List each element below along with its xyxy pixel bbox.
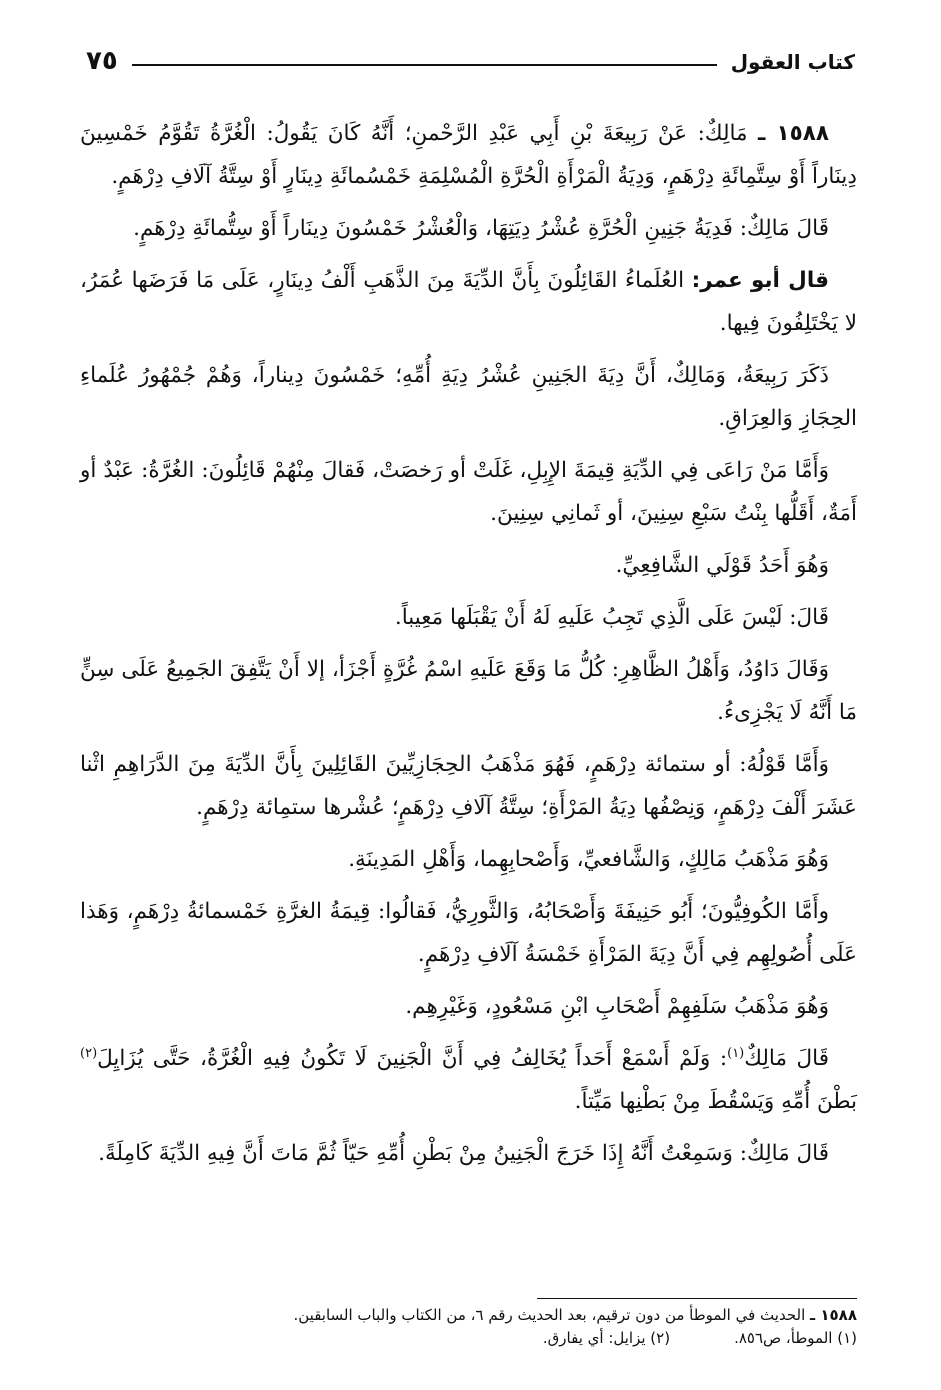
paragraph-text: قَالَ مَالِكٌ: وَسَمِعْتُ أَنَّهُ إِذَا خَرَجَ الْجَنِينُ مِنْ بَطْنِ أُمِّهِ حَيّاً ثُمَّ مَاتَ أَنَّ فِيهِ الدِّيَةَ كَامِلَةً. xyxy=(98,1141,829,1166)
paragraph xyxy=(80,1132,857,1175)
hadith-number: ١٥٨٨ ـ xyxy=(758,121,829,146)
paragraph xyxy=(80,354,857,440)
header-rule xyxy=(132,64,717,66)
paragraph xyxy=(80,985,857,1028)
paragraph-with-footnotes xyxy=(80,1037,857,1123)
footnote-row xyxy=(80,1327,857,1350)
paragraph-text: وَأَمَّا مَنْ رَاعَى فِي الدِّيَةِ قِيمَةَ الإِبِلِ، غَلَتْ أو رَخصَتْ، فَقالَ مِنْهُمْ قَائِلُونَ: الغُرَّةُ: عَبْدٌ أو أَمَةٌ، أَقَلُّها بِنْتُ سَبْعِ سِنِينَ، أو ثَمانِي سِنِينَ. xyxy=(80,458,857,526)
paragraph-text: قَالَ: لَيْسَ عَلَى الَّذِي تَجِبُ عَلَيهِ لَهُ أَنْ يَقْبَلَها مَعِيباً. xyxy=(394,605,829,630)
paragraph xyxy=(80,648,857,734)
paragraph-text: ذَكَرَ رَبِيعَةُ، وَمَالِكٌ، أَنَّ دِيَةَ الجَنِينِ عُشْرُ دِيَةِ أُمِّهِ؛ خَمْسُونَ دِيناراً، وَهُمْ جُمْهُورُ عُلَماءِ الحِجَازِ وَالعِرَاقِ. xyxy=(80,363,857,431)
speaker-label: قال أبو عمر: xyxy=(691,268,829,293)
paragraph-abu-umar xyxy=(80,259,857,345)
footnote-ref-1[interactable]: (١) xyxy=(727,1045,745,1061)
paragraph-text: وَهُوَ مَذْهَبُ سَلَفِهِمْ أَصْحَابِ ابْنِ مَسْعُودٍ، وَغَيْرِهِم. xyxy=(405,994,829,1019)
paragraph-hadith-1588 xyxy=(80,112,857,198)
paragraph-text: العُلَماءُ القَائِلُونَ بِأَنَّ الدِّيَةَ مِنَ الذَّهَبِ أَلْفُ دِينَارٍ، عَلَى مَا فَرَضَها عُمَرُ، لا يَخْتَلِفُونَ فِيها. xyxy=(80,268,857,336)
main-text xyxy=(80,112,857,1184)
paragraph-text: قَالَ مَالِكٌ: فَدِيَةُ جَنِينِ الْحُرَّةِ عُشْرُ دِيَتِهَا، وَالْعُشْرُ خَمْسُونَ دِينَاراً أَوْ سِتُّمائَةِ دِرْهَمٍ. xyxy=(133,216,829,241)
running-head xyxy=(86,40,855,74)
paragraph-text: بَطْنَ أُمِّهِ وَيَسْقُطَ مِنْ بَطْنِها مَيِّتاً. xyxy=(574,1089,857,1114)
footnote-2: (٢) يزايل: أي يفارق. xyxy=(542,1329,671,1347)
footnote-hadith-number: ١٥٨٨ ـ xyxy=(810,1306,857,1324)
paragraph-text: : وَلَمْ أَسْمَعْ أَحَداً يُخَالِفُ فِي أَنَّ الْجَنِينَ لَا تَكُونُ فِيهِ الْغُرَّةُ، حَتَّى يُزَايِلَ xyxy=(97,1046,728,1071)
paragraph-text: قَالَ مَالِكٌ xyxy=(744,1046,829,1071)
footnote-rule xyxy=(537,1298,857,1299)
footnotes xyxy=(80,1304,857,1350)
paragraph xyxy=(80,596,857,639)
footnote-text: الحديث في الموطأ من دون ترقيم، بعد الحديث رقم ٦، من الكتاب والباب السابقين. xyxy=(293,1306,811,1324)
paragraph-text: مَالِكٌ: عَنْ رَبِيعَةَ بْنِ أَبِي عَبْدِ الرَّحْمنِ؛ أَنَّهُ كَانَ يَقُولُ: الْغُرَّةُ تَقُوَّمُ خَمْسِينَ دِينَاراً أَوْ سِتَّمِائَةِ دِرْهَمٍ، وَدِيَةُ الْمَرْأَةِ الْحُرَّةِ الْمُسْلِمَةِ خَمْسُمائَةِ دِينَارٍ أَوْ سِتَّةُ آلَافِ دِرْهَمٍ. xyxy=(80,121,857,189)
footnote-ref-2[interactable]: (٢) xyxy=(80,1045,98,1061)
paragraph xyxy=(80,890,857,976)
paragraph xyxy=(80,544,857,587)
page-number: ٧٥ xyxy=(86,46,118,76)
paragraph xyxy=(80,449,857,535)
footnote-1: (١) الموطأ، ص٨٥٦. xyxy=(734,1329,857,1347)
paragraph-text: وَهُوَ مَذْهَبُ مَالِكٍ، وَالشَّافعيِّ، وَأَصْحابِهِما، وَأَهْلِ المَدِينَةِ. xyxy=(348,847,829,872)
paragraph-text: وَقَالَ دَاوُدُ، وَأَهْلُ الظَّاهِرِ: كُلُّ مَا وَقَعَ عَلَيهِ اسْمُ غُرَّةٍ أَجْزَأ، إلا أَنْ يَتَّفِقَ الجَمِيعُ عَلَى سِنٍّ مَا أَنَّهُ لَا يَجْزِىءُ. xyxy=(80,657,857,725)
paragraph-text: وأَمَّا الكُوفِيُّونَ؛ أَبُو حَنِيفَةَ وَأَصْحَابُهُ، وَالثَّورِيُّ، فَقالُوا: قِيمَةُ الغرَّةِ خَمْسمائةُ دِرْهَمٍ، وَهَذا عَلَى أُصُولِهِم فِي أَنَّ دِيَةَ المَرْأَةِ خَمْسَةُ آلَافِ دِرْهَمٍ. xyxy=(80,899,857,967)
footnote-hadith-source xyxy=(80,1304,857,1327)
paragraph-text: وَأَمَّا قَوْلُهُ: أو ستمائة دِرْهَمٍ، فَهُوَ مَذْهَبُ الحِجَازِيِّينَ القَائِلِينَ بِأَنَّ الدِّيَةَ مِنَ الدَّرَاهِمِ اثْنا عَشَرَ أَلْفَ دِرْهَمٍ، وَنِصْفُها دِيَةُ المَرْأَةِ؛ سِتَّةُ آلَافِ دِرْهَمٍ؛ عُشْرها ستمِائة دِرْهَمٍ. xyxy=(80,752,857,820)
book-title: كتاب العقول xyxy=(730,50,855,74)
paragraph xyxy=(80,743,857,829)
paragraph-text: وَهُوَ أَحَدُ قَوْلَي الشَّافِعِيِّ. xyxy=(615,553,829,578)
paragraph xyxy=(80,838,857,881)
paragraph xyxy=(80,207,857,250)
